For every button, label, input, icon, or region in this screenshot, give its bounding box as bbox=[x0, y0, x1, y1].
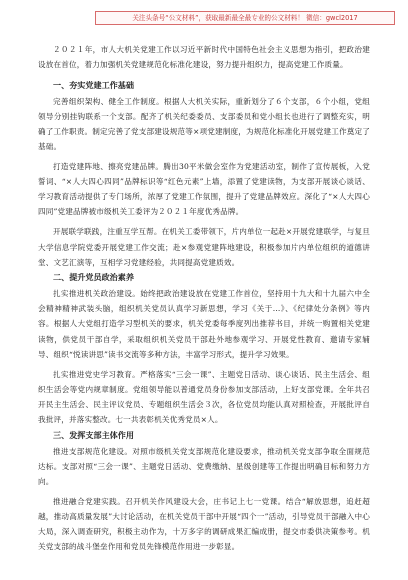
section-2-paragraph-1: 扎实推进机关政治建设。始终把政治建设放在党建工作首位，坚持用十九大和十九届六中全会精神精神武装头脑，组织机关党员认真学习新思想，学习《关于...》、《纪律处分条例》等内容。根据人大党组打造学习型机关的要求，机关党委每季度列出推荐书目，并统一购置相关党建读物，供党员干部自学，采取组织机关党员干部赴外地参观学习、开展党性教育、邀请专家辅导、组织“悦读讲思”读书交流等多种方法，丰富学习形式，提升学习效果。 bbox=[38, 289, 370, 359]
section-3-paragraph-1: 推进支部规范化建设。对照市级机关党支部规范化建设要求，推动机关党支部争取全面规范达标。支部对照“三会一课”、主题党日活动、党费缴纳、星级创建等工作提出明确目标和努力方向。 bbox=[38, 446, 370, 486]
section-3-paragraph-2: 推进融合党建实践。召开机关作风建设大会，庄书记上七一党课。结合“解放思想，追赶超越，推动高质量发展”大讨论活动，在机关党员干部中开展“四个一”活动，引导党员干部融入中心大局，深入调查研究，积极主动作为，十万多字的调研成果汇编成册，提交市委供决策参考。机关党支部的战斗堡垒作用和党员先锋模范作用进一步彰显。 bbox=[38, 496, 370, 552]
section-1-heading: 一、夯实党建工作基础 bbox=[53, 79, 134, 90]
section-3-heading: 三、发挥支部主体作用 bbox=[53, 429, 134, 440]
intro-paragraph: ２０２１年，市人大机关党建工作以习近平新时代中国特色社会主义思想为指引，把政治建设放在首位，着力加强机关党建规范化标准化建设，努力提升组织力，提高党建工作质量。 bbox=[38, 45, 370, 70]
document-body bbox=[38, 42, 370, 554]
section-1-paragraph-1: 完善组织架构、健全工作制度。根据人大机关实际，重新划分了６个支部，６个小组，党组领导分别挂钩联系一个支部。配齐了机关纪委委员、支部委员和党小组长也进行了调整充实，明确了工作职责。制定完善了党支部建设规范等×项党建制度，为规范化标准化开展党建工作奠定了基础。 bbox=[38, 96, 370, 151]
section-1-paragraph-2: 打造党建阵地、擦亮党建品牌。腾出30平米做会室作为党建活动室，制作了宣传展板，入党誓词、“×人大四心四同”品牌标识等“红色元素”上墙，添置了党建读物，为支部开展谈心谈话、学习教育活动提供了专门场所，浓厚了党建工作氛围，提升了党建品牌效应。深化了“×人大四心四同”党建品牌被市级机关工委评为２０２１年度优秀品牌。 bbox=[38, 162, 370, 217]
promo-banner[interactable]: 关注头条号“公文材料”，获取最新最全最专业的公文材料！ 微信：gwcl2017 bbox=[95, 11, 395, 25]
section-2-paragraph-2: 扎实推进党史学习教育。严格落实“三会一课”、主题党日活动、谈心谈话、民主生活会、组织生活会等党内规章制度。党组领导能以普通党员身份参加支部活动，上好支部党课。全年共召开民主生活会、民主评议党员、专题组织生活会３次，各位党员均能认真对照检查，开展批评自我批评，并落实整改。七一共表彰机关优秀党员×人。 bbox=[38, 369, 370, 424]
section-1-paragraph-3: 开展联学联践，注重互学互帮。在机关工委带领下，片内单位一起赴×开展党建联学，与复旦大学信息学院党委开展党建工作交流；赴×参观党建阵地建设，积极参加片内单位组织的道德讲堂、文艺汇演等，互相学习党建经验，共同提高党建质效。 bbox=[38, 227, 370, 267]
section-2-heading: 二、提升党员政治素养 bbox=[53, 272, 134, 283]
